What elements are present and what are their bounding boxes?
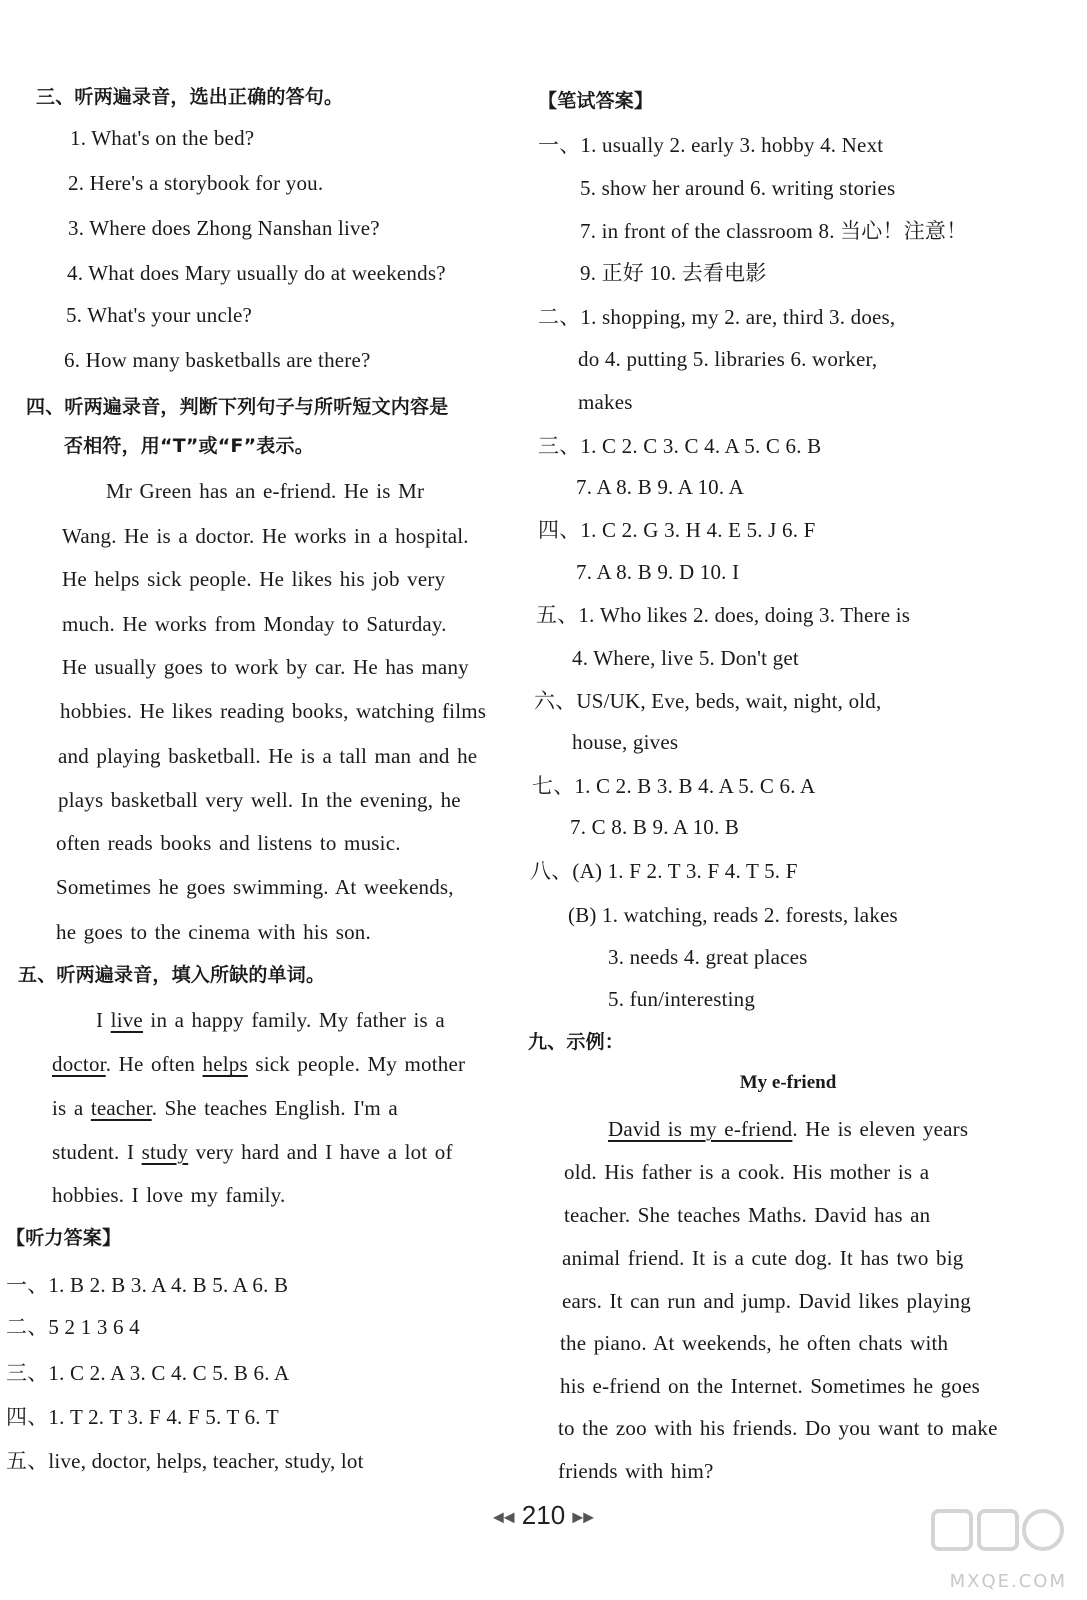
written-answer-row: 7. A 8. B 9. A 10. A [576, 475, 744, 499]
sec5-line-1: I live in a happy family. My father is a [96, 1008, 445, 1032]
essay-line: his e-friend on the Internet. Sometimes he goes [560, 1374, 980, 1398]
written-answer-row: 三、1. C 2. C 3. C 4. A 5. C 6. B [538, 434, 822, 458]
written-answer-row: 5. fun/interesting [608, 987, 756, 1011]
written-answer-row: 一、1. usually 2. early 3. hobby 4. Next [538, 133, 884, 157]
written-answer-row: 五、1. Who likes 2. does, doing 3. There is [536, 603, 911, 627]
sec3-item-1: 1. What's on the bed? [70, 126, 255, 150]
sec5-line-2: doctor. He often helps sick people. My mother [52, 1052, 466, 1076]
sec5-line-4: student. I study very hard and I have a lot of [52, 1140, 453, 1164]
blank-answer: study [141, 1140, 189, 1164]
listening-answer-row: 五、live, doctor, helps, teacher, study, lot [6, 1449, 364, 1473]
written-answer-row: 二、1. shopping, my 2. are, third 3. does, [538, 305, 896, 329]
double-right-arrow-icon: ▶▶ [572, 1508, 594, 1525]
written-answer-row: makes [578, 390, 633, 414]
written-answer-row: house, gives [572, 730, 679, 754]
section-3-title: 三、听两遍录音，选出正确的答句。 [36, 86, 344, 108]
written-answer-row: 7. in front of the classroom 8. 当心！注意！ [580, 219, 968, 243]
written-answer-row: (B) 1. watching, reads 2. forests, lakes [568, 903, 898, 927]
listening-answer-row: 一、1. B 2. B 3. A 4. B 5. A 6. B [6, 1273, 289, 1297]
sec3-item-6: 6. How many basketballs are there? [64, 348, 371, 372]
sec3-item-3: 3. Where does Zhong Nanshan live? [68, 216, 380, 240]
blank-answer: helps [202, 1052, 248, 1076]
essay-line: old. His father is a cook. His mother is a [564, 1160, 930, 1184]
essay-line: to the zoo with his friends. Do you want to make [558, 1416, 998, 1440]
listening-answer-row: 四、1. T 2. T 3. F 4. F 5. T 6. T [6, 1405, 279, 1429]
essay-line: animal friend. It is a cute dog. It has two big [562, 1246, 964, 1270]
written-answer-row: 9. 正好 10. 去看电影 [580, 261, 767, 285]
section-5-title: 五、听两遍录音，填入所缺的单词。 [18, 964, 326, 986]
sec4-passage-line: He usually goes to work by car. He has many [62, 655, 469, 679]
listening-answer-row: 三、1. C 2. A 3. C 4. C 5. B 6. A [6, 1361, 290, 1385]
sec4-passage-line: He helps sick people. He likes his job very [62, 567, 446, 591]
written-answer-row: 七、1. C 2. B 3. B 4. A 5. C 6. A [532, 774, 816, 798]
written-answer-row: 7. A 8. B 9. D 10. I [576, 560, 740, 584]
written-answer-row: do 4. putting 5. libraries 6. worker, [578, 347, 878, 371]
written-answer-row: 四、1. C 2. G 3. H 4. E 5. J 6. F [538, 518, 816, 542]
sec4-passage-line: Wang. He is a doctor. He works in a hospital. [62, 524, 469, 548]
sec4-passage-line: Mr Green has an e-friend. He is Mr [106, 479, 425, 503]
written-answer-row: 4. Where, live 5. Don't get [572, 646, 799, 670]
sec4-passage-line: hobbies. He likes reading books, watching films [60, 699, 487, 723]
sec5-line-3: is a teacher. She teaches English. I'm a [52, 1096, 398, 1120]
sec4-passage-line: plays basketball very well. In the evening, he [58, 788, 461, 812]
essay-title: My e-friend [739, 1072, 837, 1093]
essay-line: David is my e-friend. He is eleven years [608, 1117, 969, 1141]
written-answer-row: 六、US/UK, Eve, beds, wait, night, old, [534, 689, 882, 713]
written-answer-row: 5. show her around 6. writing stories [580, 176, 896, 200]
sec4-passage-line: and playing basketball. He is a tall man and he [58, 744, 478, 768]
sec5-line-5: hobbies. I love my family. [52, 1183, 286, 1207]
listening-answers-title: 【听力答案】 [6, 1227, 122, 1249]
sec4-passage-line: much. He works from Monday to Saturday. [62, 612, 447, 636]
written-answers-title: 【笔试答案】 [538, 90, 654, 112]
section-4-title-line1: 四、听两遍录音，判断下列句子与所听短文内容是 [26, 396, 449, 418]
sec4-passage-line: Sometimes he goes swimming. At weekends, [56, 875, 454, 899]
essay-underlined-phrase: David is my e-friend [608, 1117, 793, 1141]
essay-line: teacher. She teaches Maths. David has an [564, 1203, 931, 1227]
sec4-passage-line: often reads books and listens to music. [56, 831, 401, 855]
watermark-text: MXQE.COM [949, 1571, 1067, 1592]
blank-answer: live [110, 1008, 143, 1032]
essay-line: ears. It can run and jump. David likes playing [562, 1289, 971, 1313]
page-number: 210 [521, 1500, 566, 1530]
sec3-item-4: 4. What does Mary usually do at weekends? [67, 261, 446, 285]
essay-line: the piano. At weekends, he often chats with [560, 1331, 949, 1355]
listening-answer-row: 二、5 2 1 3 6 4 [6, 1315, 140, 1339]
blank-answer: doctor [52, 1052, 106, 1076]
sec3-item-2: 2. Here's a storybook for you. [68, 171, 324, 195]
written-answer-row: 九、示例： [528, 1031, 625, 1053]
sec3-item-5: 5. What's your uncle? [66, 303, 253, 327]
written-answer-row: 7. C 8. B 9. A 10. B [570, 815, 740, 839]
blank-answer: teacher [90, 1096, 152, 1120]
section-4-title-line2: 否相符，用“T”或“F”表示。 [64, 435, 314, 457]
written-answer-row: 八、(A) 1. F 2. T 3. F 4. T 5. F [530, 859, 798, 883]
written-answer-row: 3. needs 4. great places [608, 945, 808, 969]
sec4-passage-line: he goes to the cinema with his son. [56, 920, 371, 944]
double-left-arrow-icon: ◀◀ [493, 1508, 515, 1525]
essay-line: friends with him? [558, 1459, 714, 1483]
